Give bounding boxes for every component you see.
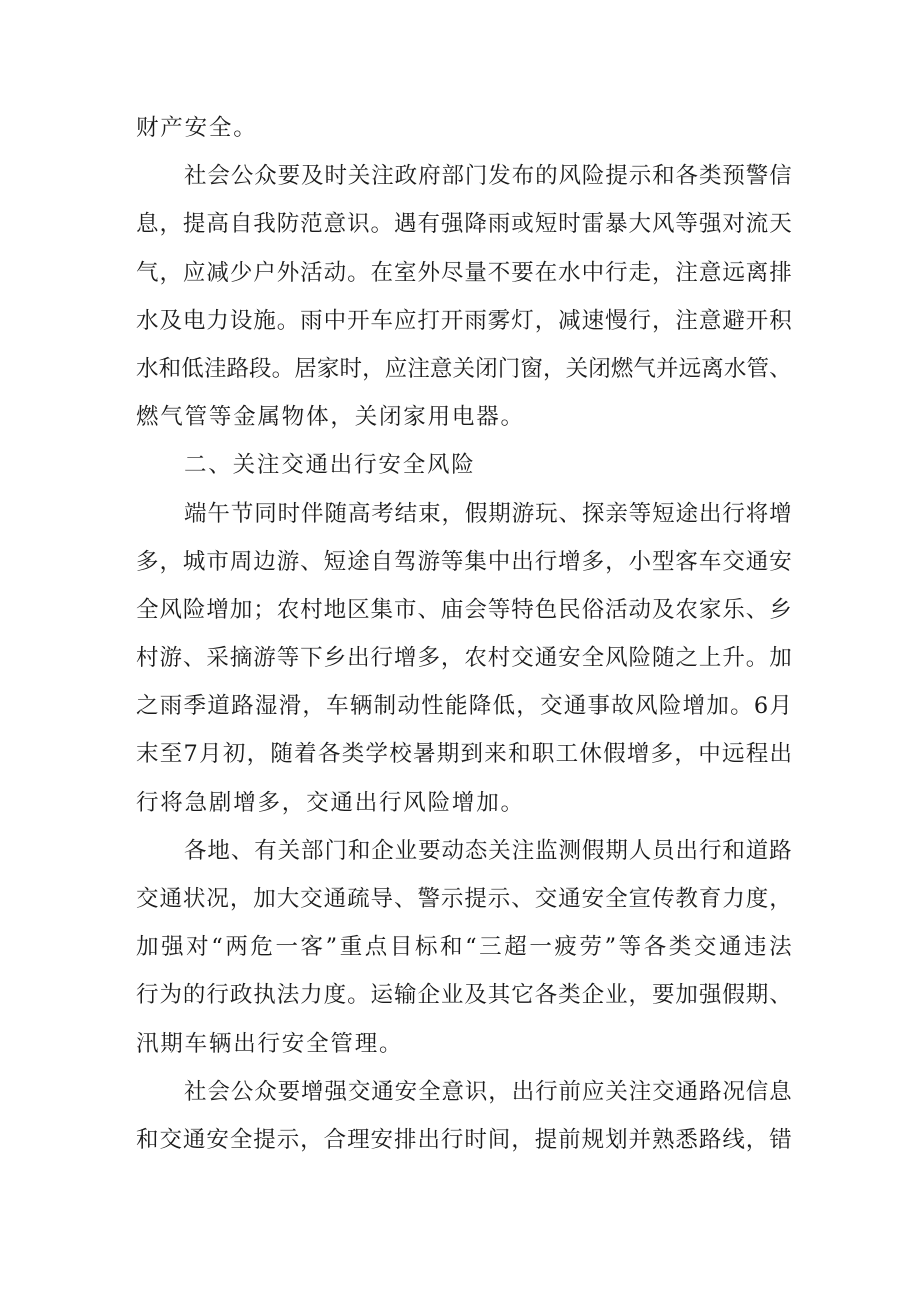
- text-line: 端 午 节 同 时 伴 随 高 考 结 束 ， 假 期 游 玩 、 探 亲 等 短 途 出 行 将 增: [184, 500, 792, 527]
- text-line: 交 通 状 况 ， 加 大 交 通 疏 导 、 警 示 提 示 、 交 通 安 全 宣 传 教 育 力 度 ，: [136, 886, 792, 912]
- text-line: 水 和 低 洼 路 段 。 居 家 时 ， 应 注 意 关 闭 门 窗 ， 关 闭 燃 气 并 远 离 水 管 、: [136, 355, 792, 382]
- text-line: 行将急剧增多，交通出行风险增加。: [136, 789, 525, 816]
- text-line: 末 至 7 月 初 ， 随 着 各 类 学 校 暑 期 到 来 和 职 工 休 假 增 多 ， 中 远 程 出: [136, 741, 792, 768]
- text-line: 加 强 对 “ 两 危 一 客 ” 重 点 目 标 和 “ 三 超 一 疲 劳 ” 等 各 类 交 通 违 法: [136, 934, 792, 961]
- document-body: [136, 104, 792, 1164]
- text-line: 社 会 公 众 要 及 时 关 注 政 府 部 门 发 布 的 风 险 提 示 和 各 类 预 警 信: [184, 163, 792, 190]
- text-line: 多 ， 城 市 周 边 游 、 短 途 自 驾 游 等 集 中 出 行 增 多 ， 小 型 客 车 交 通 安: [136, 548, 792, 575]
- text-line: 二、关注交通出行安全风险: [184, 452, 476, 479]
- text-line: 村 游 、 采 摘 游 等 下 乡 出 行 增 多 ， 农 村 交 通 安 全 风 险 随 之 上 升 。 加: [136, 645, 792, 672]
- text-line: 和 交 通 安 全 提 示 ， 合 理 安 排 出 行 时 间 ， 提 前 规 划 并 熟 悉 路 线 ， 错: [136, 1126, 792, 1153]
- text-line: 息 ， 提 高 自 我 防 范 意 识 。 遇 有 强 降 雨 或 短 时 雷 暴 大 风 等 强 对 流 天: [136, 211, 792, 238]
- text-line: 全 风 险 增 加 ； 农 村 地 区 集 市 、 庙 会 等 特 色 民 俗 活 动 及 农 家 乐 、 乡: [136, 596, 792, 623]
- text-line: 气 ， 应 减 少 户 外 活 动 。 在 室 外 尽 量 不 要 在 水 中 行 走 ， 注 意 远 离 排: [136, 259, 792, 286]
- text-line: 水 及 电 力 设 施 。 雨 中 开 车 应 打 开 雨 雾 灯 ， 减 速 慢 行 ， 注 意 避 开 积: [136, 307, 792, 334]
- text-line: 社 会 公 众 要 增 强 交 通 安 全 意 识 ， 出 行 前 应 关 注 交 通 路 况 信 息: [184, 1078, 792, 1105]
- text-line: 燃气管等金属物体，关闭家用电器。: [136, 404, 525, 431]
- text-line: 财产安全。: [136, 115, 258, 141]
- text-line: 之 雨 季 道 路 湿 滑 ， 车 辆 制 动 性 能 降 低 ， 交 通 事 故 风 险 增 加 。 6 月: [136, 693, 792, 720]
- text-line: 汛期车辆出行安全管理。: [136, 1030, 404, 1057]
- text-line: 行 为 的 行 政 执 法 力 度 。 运 输 企 业 及 其 它 各 类 企 业 ， 要 加 强 假 期 、: [136, 982, 792, 1009]
- text-line: 各 地 、 有 关 部 门 和 企 业 要 动 态 关 注 监 测 假 期 人 员 出 行 和 道 路: [184, 837, 792, 864]
